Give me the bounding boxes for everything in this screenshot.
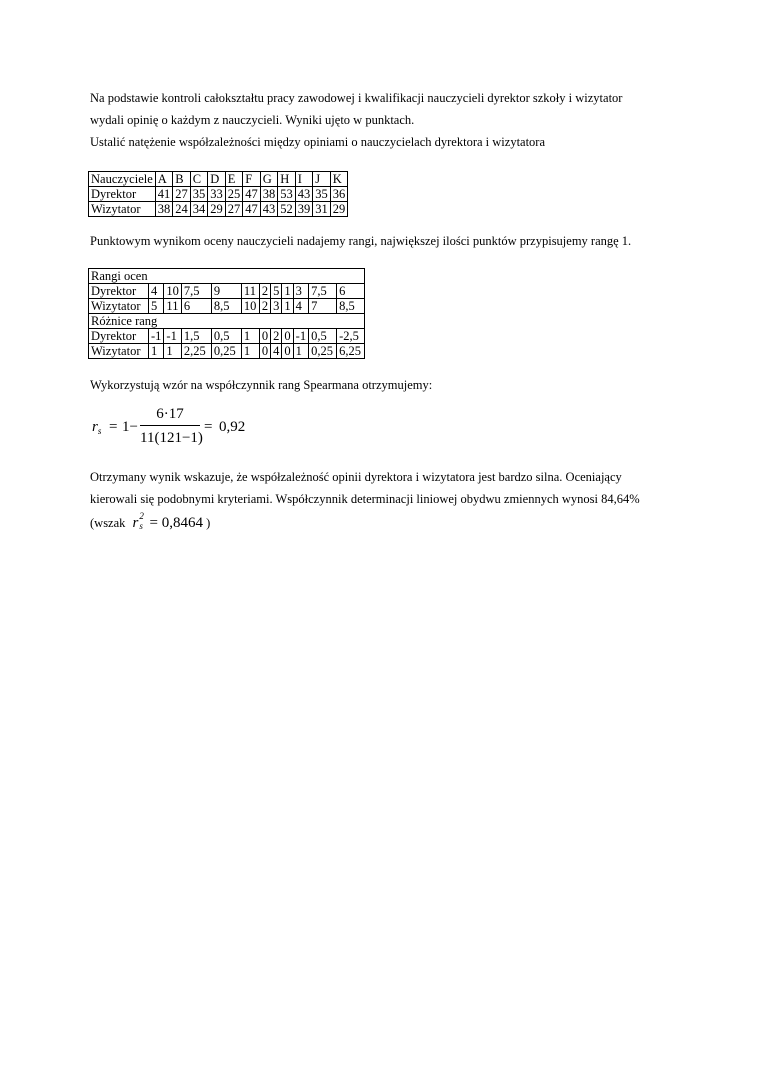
table-cell: 1 [293, 344, 308, 359]
table-cell: K [330, 172, 348, 187]
table-cell: 7,5 [309, 284, 337, 299]
determination-note [90, 511, 211, 532]
formula-fraction [140, 405, 203, 447]
ranks-section-title [89, 269, 365, 284]
row-label-cell: Wizytator [89, 344, 149, 359]
table-cell: 36 [330, 187, 348, 202]
table-cell: 1 [241, 344, 259, 359]
row-label-cell: Nauczyciele [89, 172, 156, 187]
table-cell: 0 [282, 329, 293, 344]
ranking-note: Punktowym wynikom oceny nauczycieli nadajemy rangi, największej ilości punktów przypisujemy rangę 1. [90, 234, 632, 248]
table-cell: 27 [225, 202, 243, 217]
table-cell: A [155, 172, 173, 187]
table-cell: 1 [241, 329, 259, 344]
conclusion-line-1: Otrzymany wynik wskazuje, że współzależność opinii dyrektora i wizytatora jest bardzo silna. Oceniający [90, 470, 622, 484]
wszak-label: (wszak [90, 516, 126, 530]
table-cell: 0 [259, 344, 270, 359]
table-cell: 41 [155, 187, 173, 202]
table-cell: 31 [313, 202, 331, 217]
formula-equals-2: = [204, 419, 213, 435]
determination-value: = 0,8464 [149, 515, 203, 531]
table-cell: E [225, 172, 243, 187]
table-cell: 25 [225, 187, 243, 202]
row-label-cell: Wizytator [89, 299, 149, 314]
table-cell: 4 [149, 284, 164, 299]
table-cell: 1 [282, 299, 293, 314]
table-cell: I [295, 172, 313, 187]
table-cell: 8,5 [211, 299, 241, 314]
table-cell: F [243, 172, 261, 187]
formula-one-minus: 1− [122, 419, 138, 435]
table-cell: -1 [293, 329, 308, 344]
table-cell: 5 [149, 299, 164, 314]
table-cell: 4 [293, 299, 308, 314]
table-cell: 38 [260, 187, 278, 202]
table-cell: 39 [295, 202, 313, 217]
table-cell: 3 [271, 299, 282, 314]
table-cell: 3 [293, 284, 308, 299]
table-cell: 52 [278, 202, 296, 217]
formula-denominator: 11(121−1) [140, 430, 203, 446]
table-cell: -2,5 [337, 329, 365, 344]
table-cell: 33 [208, 187, 226, 202]
table-header-row [89, 172, 348, 187]
table-row [89, 344, 365, 359]
table-cell: B [173, 172, 191, 187]
table-cell: 0,25 [211, 344, 241, 359]
table-cell: 1 [149, 344, 164, 359]
table-cell: 35 [313, 187, 331, 202]
intro-line-3: Ustalić natężenie współzależności między opiniami o nauczycielach dyrektora i wizytatora [90, 135, 546, 149]
table-row [89, 202, 348, 217]
close-paren: ) [206, 516, 211, 530]
table-cell: 1 [164, 344, 182, 359]
formula-result: 0,92 [219, 419, 246, 435]
table-cell: 6 [337, 284, 365, 299]
determination-symbol: r 2 s [132, 511, 144, 531]
table-cell: 0,5 [309, 329, 337, 344]
table-cell: 10 [241, 299, 259, 314]
table-cell: 27 [173, 187, 191, 202]
table-cell: 43 [295, 187, 313, 202]
scores-table [88, 171, 348, 217]
row-label-cell: Dyrektor [89, 329, 149, 344]
table-cell: 0 [259, 329, 270, 344]
table-cell: J [313, 172, 331, 187]
spearman-formula [92, 405, 292, 450]
table-cell: 47 [243, 202, 261, 217]
table-cell: H [278, 172, 296, 187]
intro-line-1: Na podstawie kontroli całokształtu pracy zawodowej i kwalifikacji nauczycieli dyrektor szkoły i wizytator [90, 91, 623, 105]
conclusion-line-2: kierowali się podobnymi kryteriami. Współczynnik determinacji liniowej obydwu zmiennych wynosi 84,64% [90, 492, 640, 506]
table-cell: 1 [282, 284, 293, 299]
table-cell: 29 [208, 202, 226, 217]
table-cell: -1 [164, 329, 182, 344]
table-row [89, 299, 365, 314]
intro-line-2: wydali opinię o każdym z nauczycieli. Wyniki ujęto w punktach. [90, 113, 415, 127]
table-cell: C [190, 172, 208, 187]
row-label-cell: Dyrektor [89, 284, 149, 299]
table-cell: 47 [243, 187, 261, 202]
table-cell: 5 [271, 284, 282, 299]
table-cell: 0,25 [309, 344, 337, 359]
formula-symbol: $r_s$ [92, 419, 102, 436]
formula-intro: Wykorzystują wzór na współczynnik rang Spearmana otrzymujemy: [90, 378, 433, 392]
table-cell: 6,25 [337, 344, 365, 359]
row-label-cell: Wizytator [89, 202, 156, 217]
table-cell: 11 [241, 284, 259, 299]
table-cell: 6 [181, 299, 211, 314]
table-cell: 2 [259, 299, 270, 314]
table-cell: 34 [190, 202, 208, 217]
table-cell: 38 [155, 202, 173, 217]
row-label-cell: Dyrektor [89, 187, 156, 202]
table-cell: 8,5 [337, 299, 365, 314]
formula-numerator: 6·17 [156, 406, 184, 422]
differences-section-title [89, 314, 365, 329]
table-cell: -1 [149, 329, 164, 344]
table-cell: D [208, 172, 226, 187]
formula-equals: = [109, 419, 118, 435]
table-cell: 1,5 [181, 329, 211, 344]
table-cell: 4 [271, 344, 282, 359]
table-cell: 10 [164, 284, 182, 299]
table-cell: 35 [190, 187, 208, 202]
table-cell: 43 [260, 202, 278, 217]
table-cell: 0,5 [211, 329, 241, 344]
table-cell: 24 [173, 202, 191, 217]
table-cell: 53 [278, 187, 296, 202]
table-row [89, 284, 365, 299]
table-cell: G [260, 172, 278, 187]
differences-section-title-cell: Różnice rang [89, 314, 365, 329]
table-cell: 2,25 [181, 344, 211, 359]
table-cell: 7 [309, 299, 337, 314]
table-row [89, 329, 365, 344]
table-cell: 29 [330, 202, 348, 217]
table-row [89, 187, 348, 202]
ranks-section-title-cell: Rangi ocen [89, 269, 365, 284]
ranks-table [88, 268, 365, 359]
table-cell: 2 [271, 329, 282, 344]
table-cell: 9 [211, 284, 241, 299]
table-cell: 7,5 [181, 284, 211, 299]
fraction-bar [140, 425, 200, 426]
table-cell: 0 [282, 344, 293, 359]
table-cell: 2 [259, 284, 270, 299]
table-cell: 11 [164, 299, 182, 314]
